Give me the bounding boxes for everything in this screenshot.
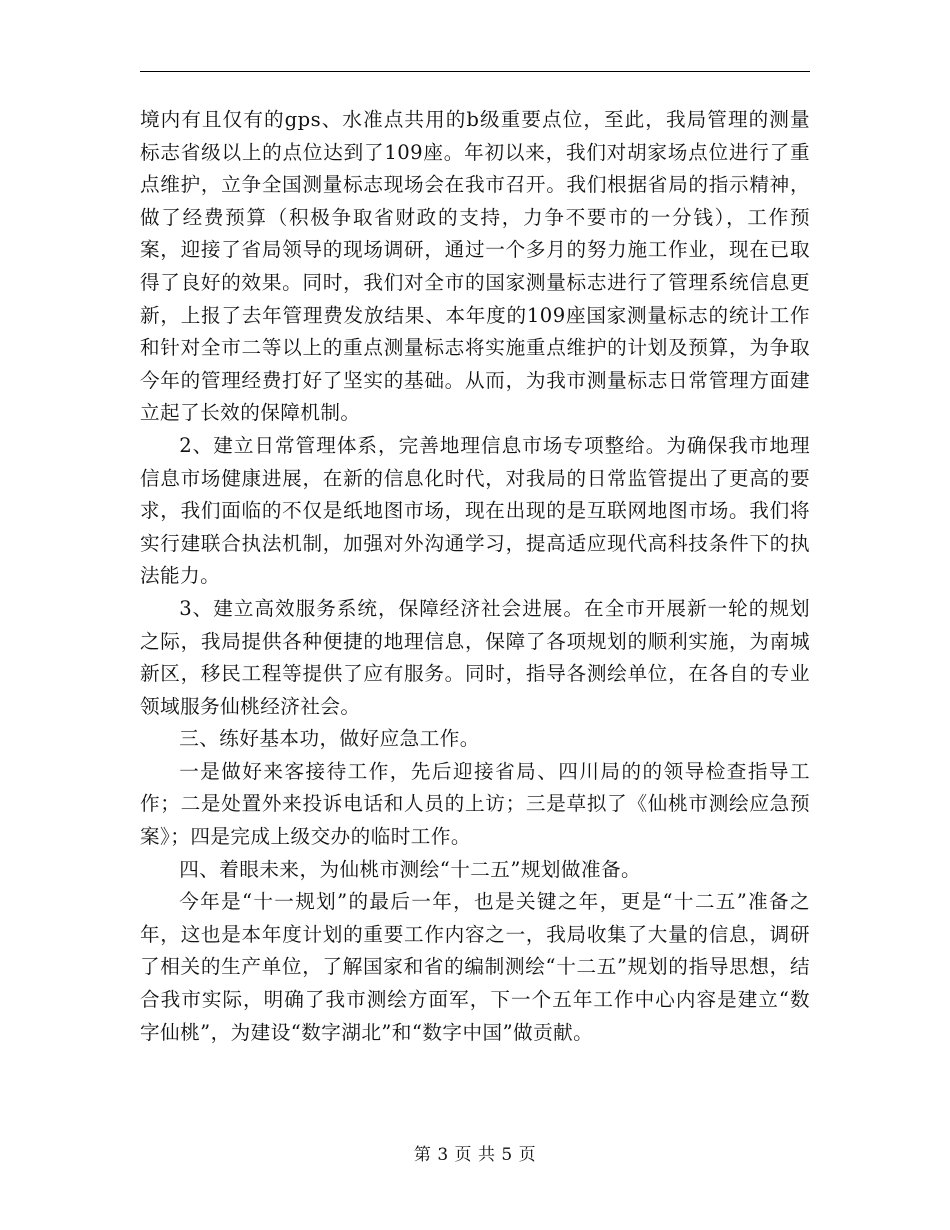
paragraph-2: 2、建立日常管理体系，完善地理信息市场专项整给。为确保我市地理信息市场健康进展，在新的信息化时代，对我局的日常监管提出了更高的要求，我们面临的不仅是纸地图市场，现在出现的是互联网地图市场。我们将实行建联合执法机制，加强对外沟通学习，提高适应现代高科技条件下的执法能力。 [140, 433, 810, 588]
paragraph-3: 3、建立高效服务系统，保障经济社会进展。在全市开展新一轮的规划之际，我局提供各种便捷的地理信息，保障了各项规划的顺利实施，为南城新区，移民工程等提供了应有服务。同时，指导各测绘单位，在各自的专业领域服务仙桃经济社会。 [140, 596, 810, 718]
page-number: 第 3 页 共 5 页 [413, 1145, 537, 1165]
page-footer [0, 1140, 950, 1165]
section-heading-4: 四、着眼未来，为仙桃市测绘“十二五”规划做准备。 [179, 857, 642, 881]
header-rule [140, 71, 810, 72]
paragraph-4: 一是做好来客接待工作，先后迎接省局、四川局的的领导检查指导工作；二是处置外来投诉电话和人员的上访；三是草拟了《仙桃市测绘应急预案》；四是完成上级交办的临时工作。 [140, 759, 810, 849]
paragraph-1: 境内有且仅有的gps、水准点共用的b级重要点位，至此，我局管理的测量标志省级以上的点位达到了109座。年初以来，我们对胡家场点位进行了重点维护，立争全国测量标志现场会在我市召开。我们根据省局的指示精神，做了经费预算（积极争取省财政的支持，力争不要市的一分钱），工作预案，迎接了省局领导的现场调研，通过一个多月的努力施工作业，现在已取得了良好的效果。同时，我们对全市的国家测量标志进行了管理系统信息更新，上报了去年管理费发放结果、本年度的109座国家测量标志的统计工作和针对全市二等以上的重点测量标志将实施重点维护的计划及预算，为争取今年的管理经费打好了坚实的基础。从而，为我市测量标志日常管理方面建立起了长效的保障机制。 [140, 108, 810, 425]
paragraph-5: 今年是“十一规划”的最后一年，也是关键之年，更是“十二五”准备之年，这也是本年度计划的重要工作内容之一，我局收集了大量的信息，调研了相关的生产单位，了解国家和省的编制测绘“十二五”规划的指导思想，结合我市实际，明确了我市测绘方面军，下一个五年工作中心内容是建立“数字仙桃”，为建设“数字湖北”和“数字中国”做贡献。 [140, 890, 810, 1044]
document-body [140, 104, 810, 1049]
section-heading-3: 三、练好基本功，做好应急工作。 [179, 727, 480, 751]
